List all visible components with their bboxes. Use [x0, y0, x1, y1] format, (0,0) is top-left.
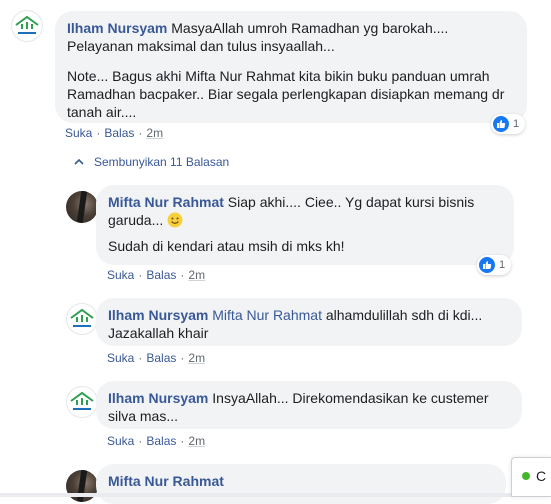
avatar[interactable] — [66, 386, 98, 418]
like-button[interactable]: Suka — [107, 351, 135, 365]
timestamp[interactable]: 2m — [188, 351, 206, 365]
reply-actions: Suka · Balas · 2m — [107, 434, 206, 448]
comment-actions: Suka · Balas · 2m — [65, 126, 164, 140]
reply-author[interactable]: Ilham Nursyam — [108, 307, 209, 323]
comment-body: MasyaAllah umroh Ramadhan yg barokah.... Pelayanan maksimal dan tulus insyaallah... — [67, 20, 449, 54]
reply-body: InsyaAllah... Direkomendasikan ke custemer silva mas... — [108, 390, 489, 424]
avatar[interactable] — [66, 303, 98, 335]
reaction-number: 1 — [513, 118, 520, 130]
like-button[interactable]: Suka — [107, 434, 135, 448]
reaction-count[interactable] — [477, 255, 511, 275]
avatar[interactable] — [66, 470, 98, 502]
reply-author[interactable]: Mifta Nur Rahmat — [108, 473, 224, 489]
silva-mas-logo-icon — [12, 11, 42, 41]
reply-actions: Suka · Balas · 2m — [107, 268, 206, 282]
avatar[interactable] — [66, 191, 98, 223]
reply-author[interactable]: Mifta Nur Rahmat — [108, 194, 224, 210]
reply-button[interactable]: Balas — [146, 434, 177, 448]
reply-button[interactable]: Balas — [146, 268, 177, 282]
silva-mas-logo-icon — [67, 387, 97, 417]
reaction-count[interactable] — [491, 114, 525, 134]
chat-label: C — [536, 468, 547, 484]
comment-bubble — [55, 11, 527, 123]
reply-actions: Suka · Balas · 2m — [107, 351, 206, 365]
chevron-up-icon — [74, 158, 84, 166]
reply-bubble — [96, 298, 522, 346]
thumbs-up-icon — [479, 257, 495, 273]
reply-bubble — [96, 185, 514, 265]
comment-author[interactable]: Ilham Nursyam — [67, 20, 168, 36]
reply-button[interactable]: Balas — [104, 126, 135, 140]
hide-replies-label: Sembunyikan 11 Balasan — [94, 155, 230, 169]
hide-replies-link[interactable] — [74, 154, 229, 170]
comment-note: Note... Bagus akhi Mifta Nur Rahmat kita bikin buku panduan umrah Ramadhan bacpaker.. Biar segala perlengkapan disiapkan memang dr tanah air.... — [67, 68, 505, 120]
chat-tab[interactable] — [511, 457, 551, 497]
silva-mas-logo-icon — [67, 304, 97, 334]
timestamp[interactable]: 2m — [146, 126, 164, 140]
thumbs-up-icon — [493, 116, 509, 132]
mention-link[interactable]: Mifta Nur Rahmat — [212, 307, 322, 323]
reply-body: Siap akhi.... Ciee.. Yg dapat kursi bisnis garuda... — [108, 194, 475, 228]
reply-body: alhamdulillah sdh di kdi... Jazakallah khair — [108, 307, 483, 341]
timestamp[interactable]: 2m — [188, 268, 206, 282]
reply-bubble — [96, 464, 506, 504]
like-button[interactable]: Suka — [65, 126, 93, 140]
reply-body-2: Sudah di kendari atau msih di mks kh! — [108, 238, 345, 254]
smiley-emoji — [167, 212, 183, 228]
comment-text — [67, 19, 515, 55]
timestamp[interactable]: 2m — [188, 434, 206, 448]
reply-button[interactable]: Balas — [146, 351, 177, 365]
reply-author[interactable]: Ilham Nursyam — [108, 390, 209, 406]
reply-bubble — [96, 381, 522, 429]
reaction-number: 1 — [499, 259, 506, 271]
online-dot-icon — [522, 472, 530, 480]
bottom-divider — [0, 493, 551, 497]
avatar[interactable] — [11, 10, 43, 42]
like-button[interactable]: Suka — [107, 268, 135, 282]
